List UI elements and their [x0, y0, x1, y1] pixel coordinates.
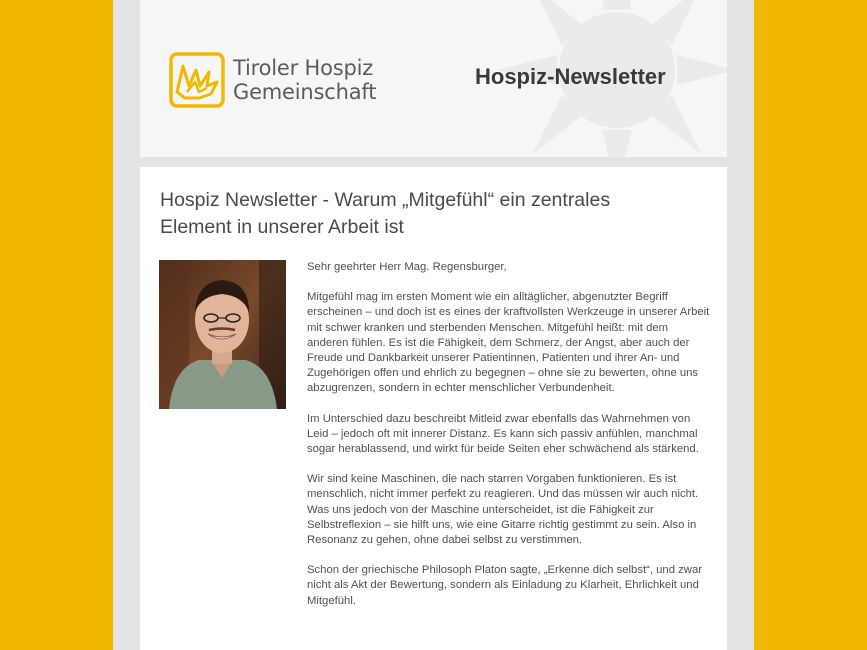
logo-line-1: Tiroler Hospiz: [233, 56, 374, 80]
article-content: [140, 167, 727, 650]
article-headline: Hospiz Newsletter - Warum „Mitgefühl“ ein zentrales Element in unserer Arbeit ist: [160, 189, 611, 238]
newsletter-title: Hospiz-Newsletter: [475, 64, 666, 89]
logo-wordmark: [233, 56, 376, 104]
article-body: [307, 260, 712, 624]
newsletter-header: [140, 0, 727, 157]
logo-flame-icon: [169, 52, 225, 108]
logo-line-2: Gemeinschaft: [233, 80, 377, 104]
paragraph: Im Unterschied dazu beschreibt Mitleid zwar ebenfalls das Wahrnehmen von Leid – jedoch oft mit innerer Distanz. Es kann sich passiv anfühlen, manchmal sogar herablassend, und wirkt für beide Seiten eher schwächend als stärkend.: [307, 412, 699, 456]
paragraph: Wir sind keine Maschinen, die nach starren Vorgaben funktionieren. Es ist menschlich, nicht immer perfekt zu reagieren. Und das müssen wir auch nicht. Was uns jedoch von der Maschine unterscheidet, ist die Fähigkeit zur Selbstreflexion – sie hilft uns, wie eine Gitarre richtig gestimmt zu sein. Also in Resonanz zu gehen, ohne dabei selbst zu verstimmen.: [307, 473, 699, 547]
author-photo: [159, 260, 286, 409]
salutation: Sehr geehrter Herr Mag. Regensburger,: [307, 261, 507, 273]
paragraph: Mitgefühl mag im ersten Moment wie ein alltäglicher, abgenutzter Begriff erscheinen – und doch ist es eines der kraftvollsten Werkzeuge in unserer Arbeit mit schwer kranken und sterbenden Menschen. Mitgefühl heißt: mit dem anderen fühlen. Es ist die Fähigkeit, dem Schmerz, der Angst, aber auch der Freude und Dankbarkeit unserer Patientinnen, Patienten und ihrer An- und Zugehörigen offen und ehrlich zu begegnen – ohne sie zu bewerten, ohne uns abzugrenzen, sondern in echter menschlicher Verbundenheit.: [307, 291, 710, 395]
paragraph: Schon der griechische Philosoph Platon sagte, „Erkenne dich selbst“, und zwar nicht als Akt der Bewertung, sondern als Einladung zu Klarheit, Ehrlichkeit und Mitgefühl.: [307, 564, 702, 607]
organization-logo[interactable]: [169, 52, 376, 108]
